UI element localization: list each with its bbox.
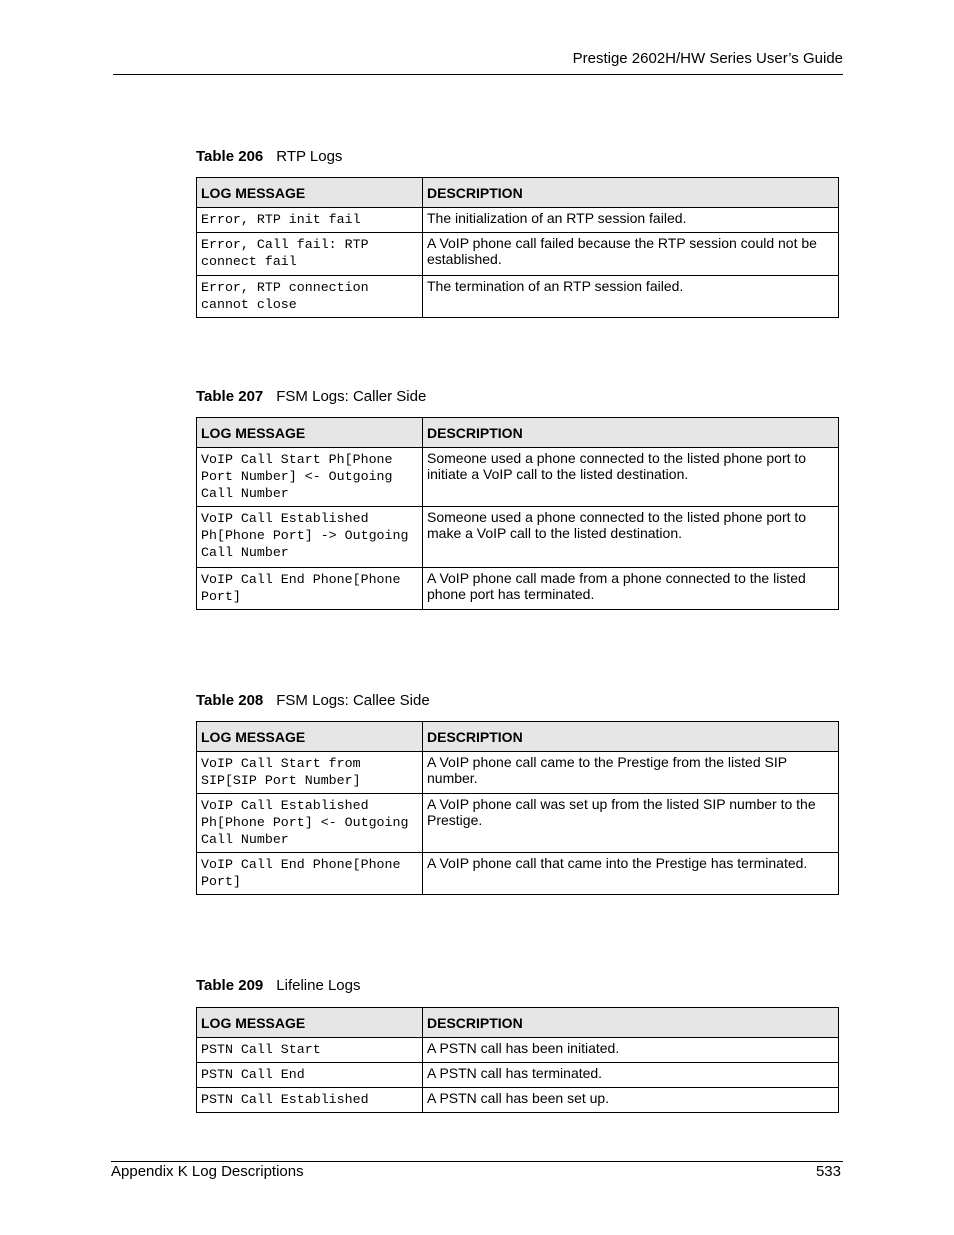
table-row — [197, 1038, 839, 1063]
table-row — [197, 752, 839, 794]
table-title: RTP Logs — [276, 148, 343, 165]
table-header-row — [197, 722, 839, 752]
table-row — [197, 507, 839, 568]
table-title: FSM Logs: Caller Side — [276, 388, 427, 405]
log-message-cell: Error, Call fail: RTP connect fail — [197, 233, 423, 276]
log-message-cell: VoIP Call Established Ph[Phone Port] -> Outgoing Call Number — [197, 507, 423, 568]
table-row — [197, 276, 839, 318]
table-title: Lifeline Logs — [276, 977, 361, 994]
rtp-logs-table — [196, 177, 839, 318]
table-row — [197, 853, 839, 895]
table-row — [197, 1088, 839, 1113]
fsm-callee-logs-table — [196, 721, 839, 895]
col-header-description: DESCRIPTION — [423, 418, 839, 448]
log-message-cell: PSTN Call Start — [197, 1038, 423, 1063]
page-footer — [111, 1161, 843, 1180]
log-message-cell: VoIP Call Established Ph[Phone Port] <- Outgoing Call Number — [197, 794, 423, 853]
description-cell: A VoIP phone call that came into the Prestige has terminated. — [423, 853, 839, 895]
table-caption — [196, 692, 430, 709]
description-cell: A VoIP phone call made from a phone connected to the listed phone port has terminated. — [423, 568, 839, 610]
table-row — [197, 794, 839, 853]
log-message-cell: Error, RTP init fail — [197, 208, 423, 233]
page-number: 533 — [815, 1163, 841, 1180]
description-cell: The initialization of an RTP session failed. — [423, 208, 839, 233]
table-caption — [196, 148, 342, 165]
description-cell: The termination of an RTP session failed. — [423, 276, 839, 318]
log-message-cell: VoIP Call End Phone[Phone Port] — [197, 568, 423, 610]
table-caption — [196, 388, 426, 405]
log-message-cell: PSTN Call End — [197, 1063, 423, 1088]
col-header-description: DESCRIPTION — [423, 178, 839, 208]
table-row — [197, 208, 839, 233]
log-message-cell: PSTN Call Established — [197, 1088, 423, 1113]
table-number: Table 209 — [196, 977, 264, 994]
page-header — [113, 50, 843, 75]
lifeline-logs-table — [196, 1007, 839, 1113]
description-cell: Someone used a phone connected to the listed phone port to make a VoIP call to the listed destination. — [423, 507, 839, 568]
log-message-cell: VoIP Call Start Ph[Phone Port Number] <- Outgoing Call Number — [197, 448, 423, 507]
table-header-row — [197, 178, 839, 208]
col-header-description: DESCRIPTION — [423, 1008, 839, 1038]
description-cell: A PSTN call has been set up. — [423, 1088, 839, 1113]
fsm-caller-logs-table — [196, 417, 839, 610]
table-row — [197, 233, 839, 276]
description-cell: A PSTN call has been initiated. — [423, 1038, 839, 1063]
description-cell: A PSTN call has terminated. — [423, 1063, 839, 1088]
table-row — [197, 568, 839, 610]
table-header-row — [197, 1008, 839, 1038]
table-title: FSM Logs: Callee Side — [276, 692, 430, 709]
description-cell: A VoIP phone call failed because the RTP session could not be established. — [423, 233, 839, 276]
col-header-description: DESCRIPTION — [423, 722, 839, 752]
table-number: Table 206 — [196, 148, 264, 165]
log-message-cell: Error, RTP connection cannot close — [197, 276, 423, 318]
table-caption — [196, 977, 361, 994]
col-header-log-message: LOG MESSAGE — [197, 722, 423, 752]
log-message-cell: VoIP Call End Phone[Phone Port] — [197, 853, 423, 895]
description-cell: A VoIP phone call came to the Prestige from the listed SIP number. — [423, 752, 839, 794]
col-header-log-message: LOG MESSAGE — [197, 1008, 423, 1038]
log-message-cell: VoIP Call Start from SIP[SIP Port Number] — [197, 752, 423, 794]
table-header-row — [197, 418, 839, 448]
footer-section-title: Appendix K Log Descriptions — [111, 1163, 304, 1180]
table-row — [197, 448, 839, 507]
description-cell: Someone used a phone connected to the listed phone port to initiate a VoIP call to the listed destination. — [423, 448, 839, 507]
guide-title: Prestige 2602H/HW Series User’s Guide — [572, 50, 843, 67]
table-row — [197, 1063, 839, 1088]
description-cell: A VoIP phone call was set up from the listed SIP number to the Prestige. — [423, 794, 839, 853]
table-number: Table 207 — [196, 388, 264, 405]
col-header-log-message: LOG MESSAGE — [197, 178, 423, 208]
col-header-log-message: LOG MESSAGE — [197, 418, 423, 448]
table-number: Table 208 — [196, 692, 264, 709]
